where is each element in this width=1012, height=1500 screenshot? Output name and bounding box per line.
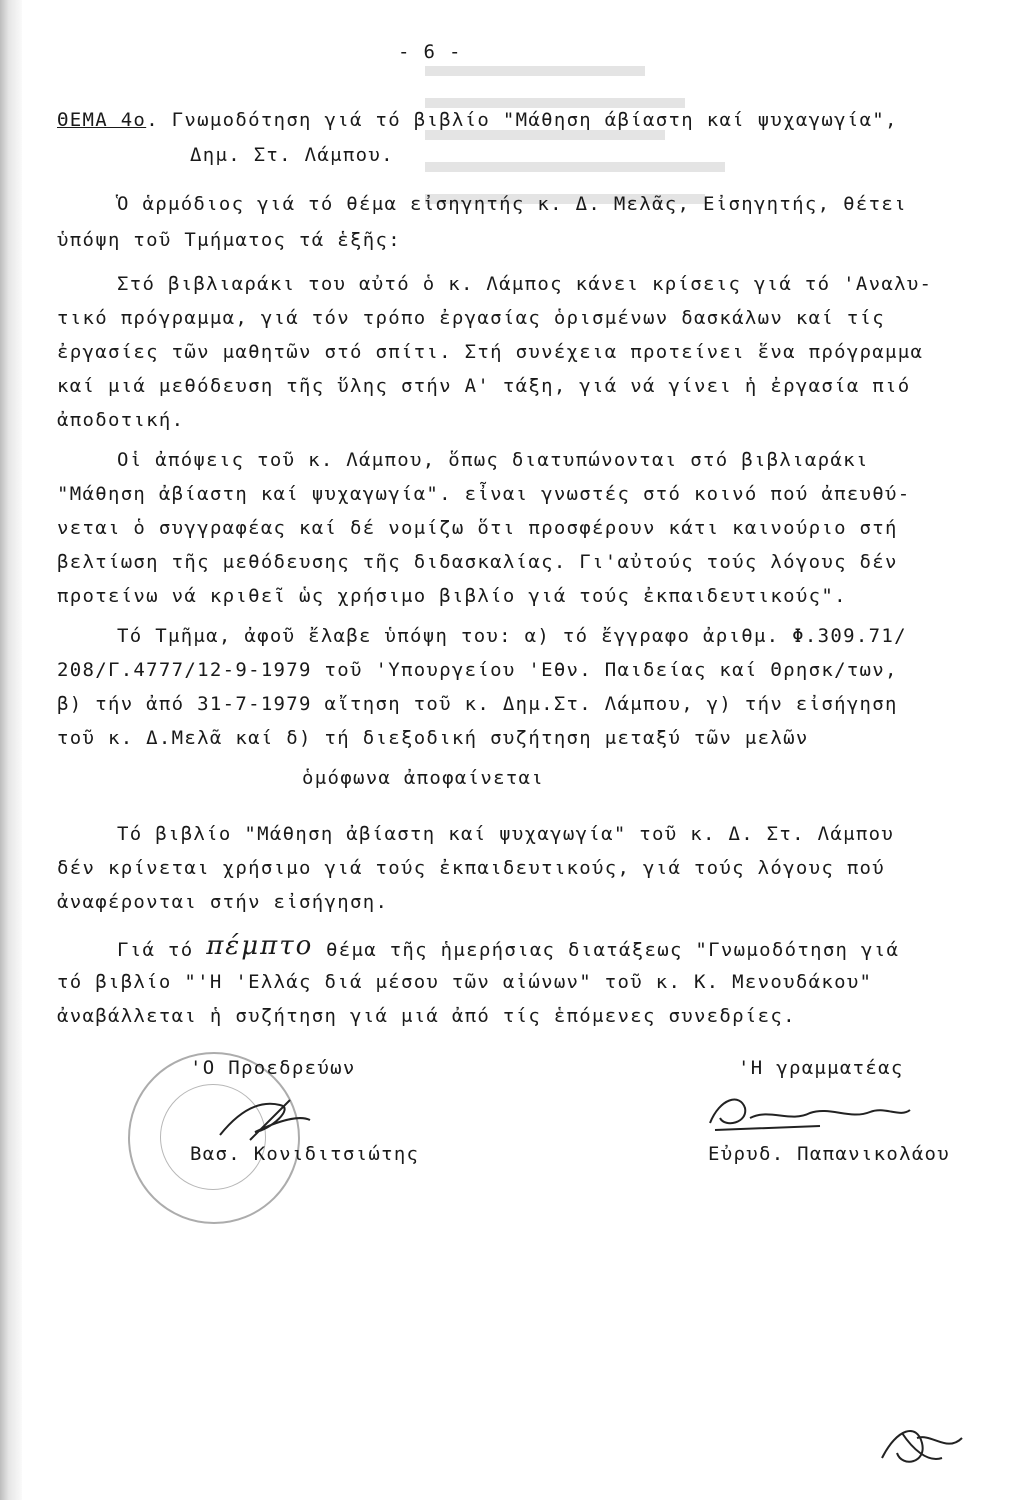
paragraph-4-line: τοῦ κ. Δ.Μελᾶ καί δ) τή διεξοδική συζήτηση μεταξύ τῶν μελῶν [57,727,809,749]
paragraph-4-line: 208/Γ.4777/12-9-1979 τοῦ 'Υπουργείου 'Εθν. Παιδείας καί Θρησκ/των, [57,659,898,681]
paragraph-5-line: δέν κρίνεται χρήσιμο γιά τούς ἐκπαιδευτικούς, γιά τούς λόγους πού [57,857,886,879]
paragraph-1-line: Ὁ ἁρμόδιος γιά τό θέμα εἰσηγητής κ. Δ. Μελᾶς, Εἰσηγητής, θέτει [117,193,907,215]
paragraph-2-line: ἐργασίες τῶν μαθητῶν στό σπίτι. Στή συνέχεια προτείνει ἕνα πρόγραμμα [57,341,924,363]
paragraph-3-line: βελτίωση τῆς μεθόδευσης τῆς διδασκαλίας. Γι'αὐτούς τούς λόγους δέν [57,551,898,573]
heading-label: ΘΕΜΑ 4ο [57,109,147,131]
page-edge-shadow [0,0,22,1500]
p6-before: Γιά τό [117,939,194,961]
paragraph-4-line: β) τήν ἀπό 31-7-1979 αἴτηση τοῦ κ. Δημ.Στ. Λάμπου, γ) τήν εἰσήγηση [57,693,898,715]
paragraph-2-line: καί μιά μεθόδευση τῆς ὕλης στήν Α' τάξη, γιά νά γίνει ἡ ἐργασία πιό [57,375,911,397]
handwritten-correction: πέμπτο [206,931,314,961]
paragraph-4-line: Τό Τμῆμα, ἀφοῦ ἔλαβε ὑπόψη του: α) τό ἔγγραφο ἀριθμ. Φ.309.71/ [117,625,907,647]
p6-after: θέμα τῆς ἡμερήσιας διατάξεως "Γνωμοδότηση γιά [326,939,900,961]
paragraph-2-line: Στό βιβλιαράκι του αὐτό ὁ κ. Λάμπος κάνει κρίσεις γιά τό 'Αναλυ- [117,273,933,295]
heading-rest: . Γνωμοδότηση γιά τό βιβλίο "Μάθηση άβίαστη καί ψυχαγωγία", [146,109,898,131]
paragraph-5-line: Τό βιβλίο "Μάθηση ἀβίαστη καί ψυχαγωγία" τοῦ κ. Δ. Στ. Λάμπου [117,823,895,845]
paragraph-3-line: νεται ὁ συγγραφέας καί δέ νομίζω ὅτι προσφέρουν κάτι καινούριο στή [57,517,898,539]
heading-line-2: Δημ. Στ. Λάμπου. [190,144,394,166]
chair-name: Βασ. Κονιδιτσιώτης [190,1143,420,1165]
paragraph-6-line-3: ἀναβάλλεται ἡ συζήτηση γιά μιά ἀπό τίς ἑπόμενες συνεδρίες. [57,1005,796,1027]
paragraph-6-line-2: τό βιβλίο "'Η 'Ελλάς διά μέσου τῶν αἰώνων" τοῦ κ. Κ. Μενουδάκου" [57,971,873,993]
secretary-signature-icon [700,1088,920,1143]
paragraph-3-line: "Μάθηση ἀβίαστη καί ψυχαγωγία". εἶναι γνωστές στό κοινό πού ἀπευθύ- [57,483,911,505]
paragraph-6-line-1 [117,931,900,962]
decision-line: ὁμόφωνα ἀποφαίνεται [302,767,545,789]
paragraph-1-line: ὑπόψη τοῦ Τμήματος τά ἑξῆς: [57,229,401,251]
chair-signature-icon [210,1090,320,1150]
paragraph-3-line: Οἱ ἀπόψεις τοῦ κ. Λάμπου, ὅπως διατυπώνονται στό βιβλιαράκι [117,449,869,471]
chair-title: 'Ο Προεδρεύων [190,1057,356,1079]
paragraph-2-line: τικό πρόγραμμα, γιά τόν τρόπο ἐργασίας ὁρισμένων δασκάλων καί τίς [57,307,886,329]
initials-icon [872,1418,972,1478]
paragraph-5-line: ἀναφέρονται στήν εἰσήγηση. [57,891,389,913]
paragraph-2-line: ἀποδοτική. [57,409,185,431]
page-number: - 6 - [398,41,462,63]
secretary-name: Εὐρυδ. Παπανικολάου [708,1143,951,1165]
secretary-title: 'Η γραμματέας [738,1057,904,1079]
paragraph-3-line: προτείνω νά κριθεῖ ὡς χρήσιμο βιβλίο γιά τούς ἐκπαιδευτικούς". [57,585,847,607]
heading-line-1 [57,108,898,132]
